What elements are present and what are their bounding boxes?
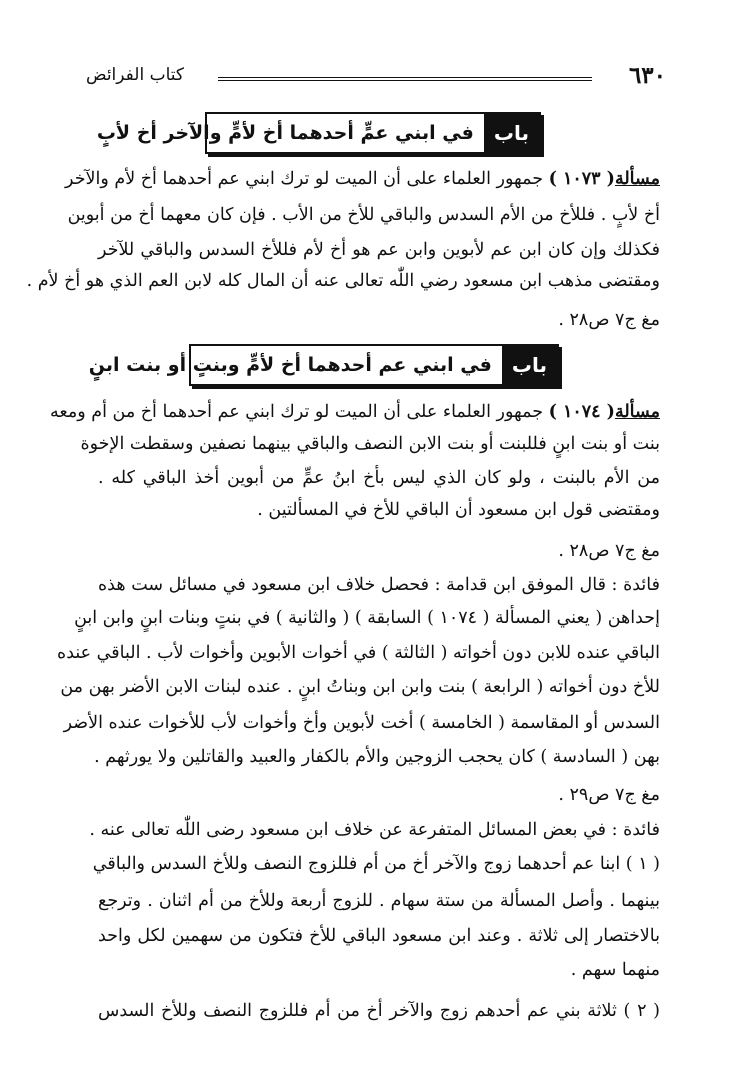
text-line: للأخ دون أخواته ( الرابعة ) بنت وابن ابن وبناتُ ابنٍ . عنده لبنات الابن الأضر بهن من [60,677,660,697]
source-reference: مغ ج٧ ص٢٨ . [558,310,660,330]
text-line: فكذلك وإن كان ابن عم لأبوين وابن عم هو أخ لأم فللأخ السدس والباقي للآخر [98,240,660,260]
masala-label: مسألة [614,169,660,189]
text-line: بنت أو بنت ابنٍ فللبنت أو بنت الابن النصف والباقي بينهما نصفين وسقطت الإخوة [80,434,660,454]
masala-number: ( ١٠٧٣ ) [548,169,615,189]
chapter-tag: باب [502,346,557,384]
text-line: ومقتضى قول ابن مسعود أن الباقي للأخ في المسألتين . [257,500,660,520]
source-reference: مغ ج٧ ص٢٨ . [558,541,660,561]
book-title: كتاب الفرائض [86,65,184,85]
source-reference: مغ ج٧ ص٢٩ . [558,785,660,805]
header-rule [218,77,592,81]
chapter-heading [88,344,559,386]
chapter-title: في ابني عم أحدهما أخ لأمٍّ وبنتٍ أو بنت ابنٍ [88,354,492,376]
text-line: ومقتضى مذهب ابن مسعود رضي اللّٰه تعالى عنه أن المال كله لابن العم الذي هو أخ لأم . [26,271,660,291]
text-line: بينهما . وأصل المسألة من ستة سهام . للزوج أربعة وللأخ من أم اثنان . وترجع [98,891,660,911]
text-line: فائدة : في بعض المسائل المتفرعة عن خلاف ابن مسعود رضى اللّٰه تعالى عنه . [89,820,660,840]
text-line: السدس أو المقاسمة ( الخامسة ) أخت لأبوين وأخ وأخوات لأب للأخوات عنده الأضر [63,713,660,733]
text-line: بهن ( السادسة ) كان يحجب الزوجين والأم بالكفار والعبيد والقاتلين ولا يورثهم . [94,747,660,767]
text-line: إحداهن ( يعني المسألة ( ١٠٧٤ ) السابقة ) ( والثانية ) في بنتٍ وبنات ابنٍ وابن ابنٍ [74,608,660,628]
running-header [86,62,666,96]
text-line: من الأم بالبنت ، ولو كان الذي ليس بأخ ابنُ عمٍّ من أبوين أخذ الباقي كله . [98,468,660,488]
chapter-tag: باب [484,114,539,152]
masala-text: جمهور العلماء على أن الميت لو ترك ابني عم أحدهما أخ من أم ومعه [50,402,544,422]
masala-text: جمهور العلماء على أن الميت لو ترك ابني عم أحدهما أخ لأم والآخر [65,169,544,189]
text-line: بالاختصار إلى ثلاثة . وعند ابن مسعود الباقي للأخ فتكون من سهمين لكل واحد [98,926,660,946]
masala-label: مسألة [614,402,660,422]
chapter-heading [96,112,541,154]
masala-number: ( ١٠٧٤ ) [548,402,615,422]
chapter-title: في ابني عمٍّ أحدهما أخ لأمٍّ والآخر أخ لأبٍ [96,122,474,144]
text-line: فائدة : قال الموفق ابن قدامة : فحصل خلاف ابن مسعود في مسائل ست هذه [98,575,660,595]
masala-line [65,164,660,194]
text-line: الباقي عنده للابن دون أخواته ( الثالثة ) في أخوات الأبوين وأخوات لأب . الباقي عنده [57,643,660,663]
text-line: منهما سهم . [570,960,660,980]
text-line: ( ١ ) ابنا عم أحدهما زوج والآخر أخ من أم فللزوج النصف وللأخ السدس والباقي [92,854,660,874]
text-line: ( ٢ ) ثلاثة بني عم أحدهم زوج والآخر أخ من أم فللزوج النصف وللأخ السدس [98,1001,660,1021]
masala-line [50,397,660,427]
text-line: أخ لأبٍ . فللأخ من الأم السدس والباقي للأخ من الأب . فإن كان معهما أخ من أبوين [67,205,660,225]
page-number: ٦٣٠ [628,62,666,89]
